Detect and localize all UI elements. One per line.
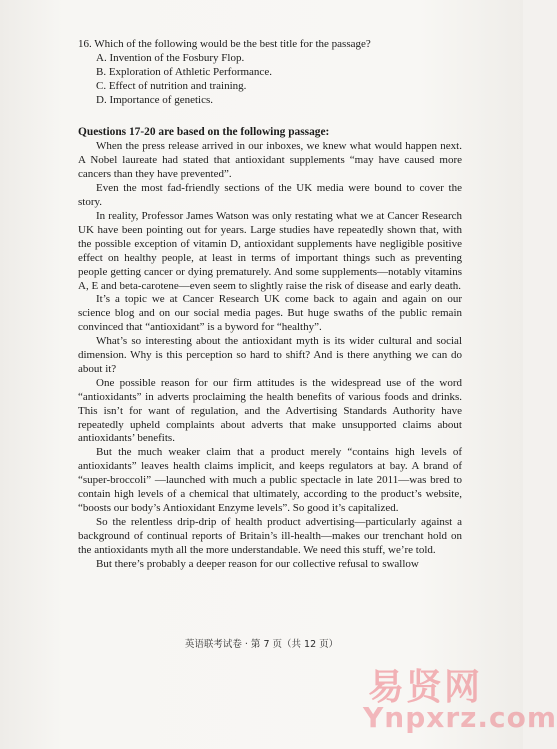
- passage-paragraph: Even the most fad-friendly sections of the UK media were bound to cover the story.: [78, 182, 462, 209]
- option-a: A. Invention of the Fosbury Flop.: [96, 51, 245, 64]
- option-b: B. Exploration of Athletic Performance.: [96, 65, 272, 78]
- passage-paragraph: What’s so interesting about the antioxidant myth is its wider cultural and social dimension. Why is this perception so hard to shift? And is there anything we can do about it?: [78, 335, 462, 375]
- passage-paragraph: But the much weaker claim that a product merely “contains high levels of antioxidants” leaves health claims implicit, and keeps regulators at bay. A brand of “super-broccoli” —launched with much a public spectacle in late 2011—was bred to contain high levels of a chemical that ultimately, according to the product’s website, “boosts our body’s Antioxidant Enzyme levels”. So good it’s capitalized.: [78, 446, 462, 514]
- option-c: C. Effect of nutrition and training.: [96, 79, 247, 92]
- passage-paragraph: So the relentless drip-drip of health product advertising—particularly against a background of continual reports of Britain’s ill-health—makes our trenchant hold on the antioxidants myth all the more understandable. We need this stuff, we’re told.: [78, 515, 462, 556]
- passage-paragraph: In reality, Professor James Watson was only restating what we at Cancer Research UK have been pointing out for years. Large studies have repeatedly shown that, with the possible exception of vitamin D, antioxidant supplements have negligible positive effect on healthy people, at least in terms of important things such as preventing people getting cancer or dying prematurely. And some supplements—notably vitamins A, E and beta-carotene—even seem to slightly raise the risk of disease and early death.: [78, 209, 462, 292]
- watermark-logo-latin: Ynpxrz.com: [363, 701, 557, 734]
- passage-heading: Questions 17-20 are based on the following passage:: [78, 125, 330, 138]
- watermark-logo-chinese: 易贤网: [368, 667, 483, 708]
- page-content: [78, 38, 462, 572]
- passage: [78, 126, 462, 572]
- option-d: D. Importance of genetics.: [96, 93, 213, 106]
- passage-paragraph: One possible reason for our firm attitudes is the widespread use of the word “antioxidants” in adverts proclaiming the health benefits of various foods and drinks. This isn’t for want of regulation, and the Advertising Standards Authority have repeatedly upheld complaints about adverts that make unsupported claims about antioxidants’ benefits.: [78, 376, 462, 445]
- passage-paragraph: It’s a topic we at Cancer Research UK come back to again and again on our science blog and on our social media pages. But huge swaths of the public remain convinced that “antioxidant” is a byword for “healthy”.: [78, 293, 462, 334]
- question-16-stem: 16. Which of the following would be the best title for the passage?: [78, 38, 371, 50]
- page-footer: 英语联考试卷 · 第 7 页（共 12 页）: [184, 639, 339, 650]
- passage-paragraph: When the press release arrived in our inboxes, we knew what would happen next. A Nobel laureate had stated that antioxidant supplements “may have caused more cancers than they have prevented”.: [78, 140, 462, 181]
- question-16: [78, 38, 462, 108]
- passage-paragraph: But there’s probably a deeper reason for our collective refusal to swallow: [96, 557, 419, 570]
